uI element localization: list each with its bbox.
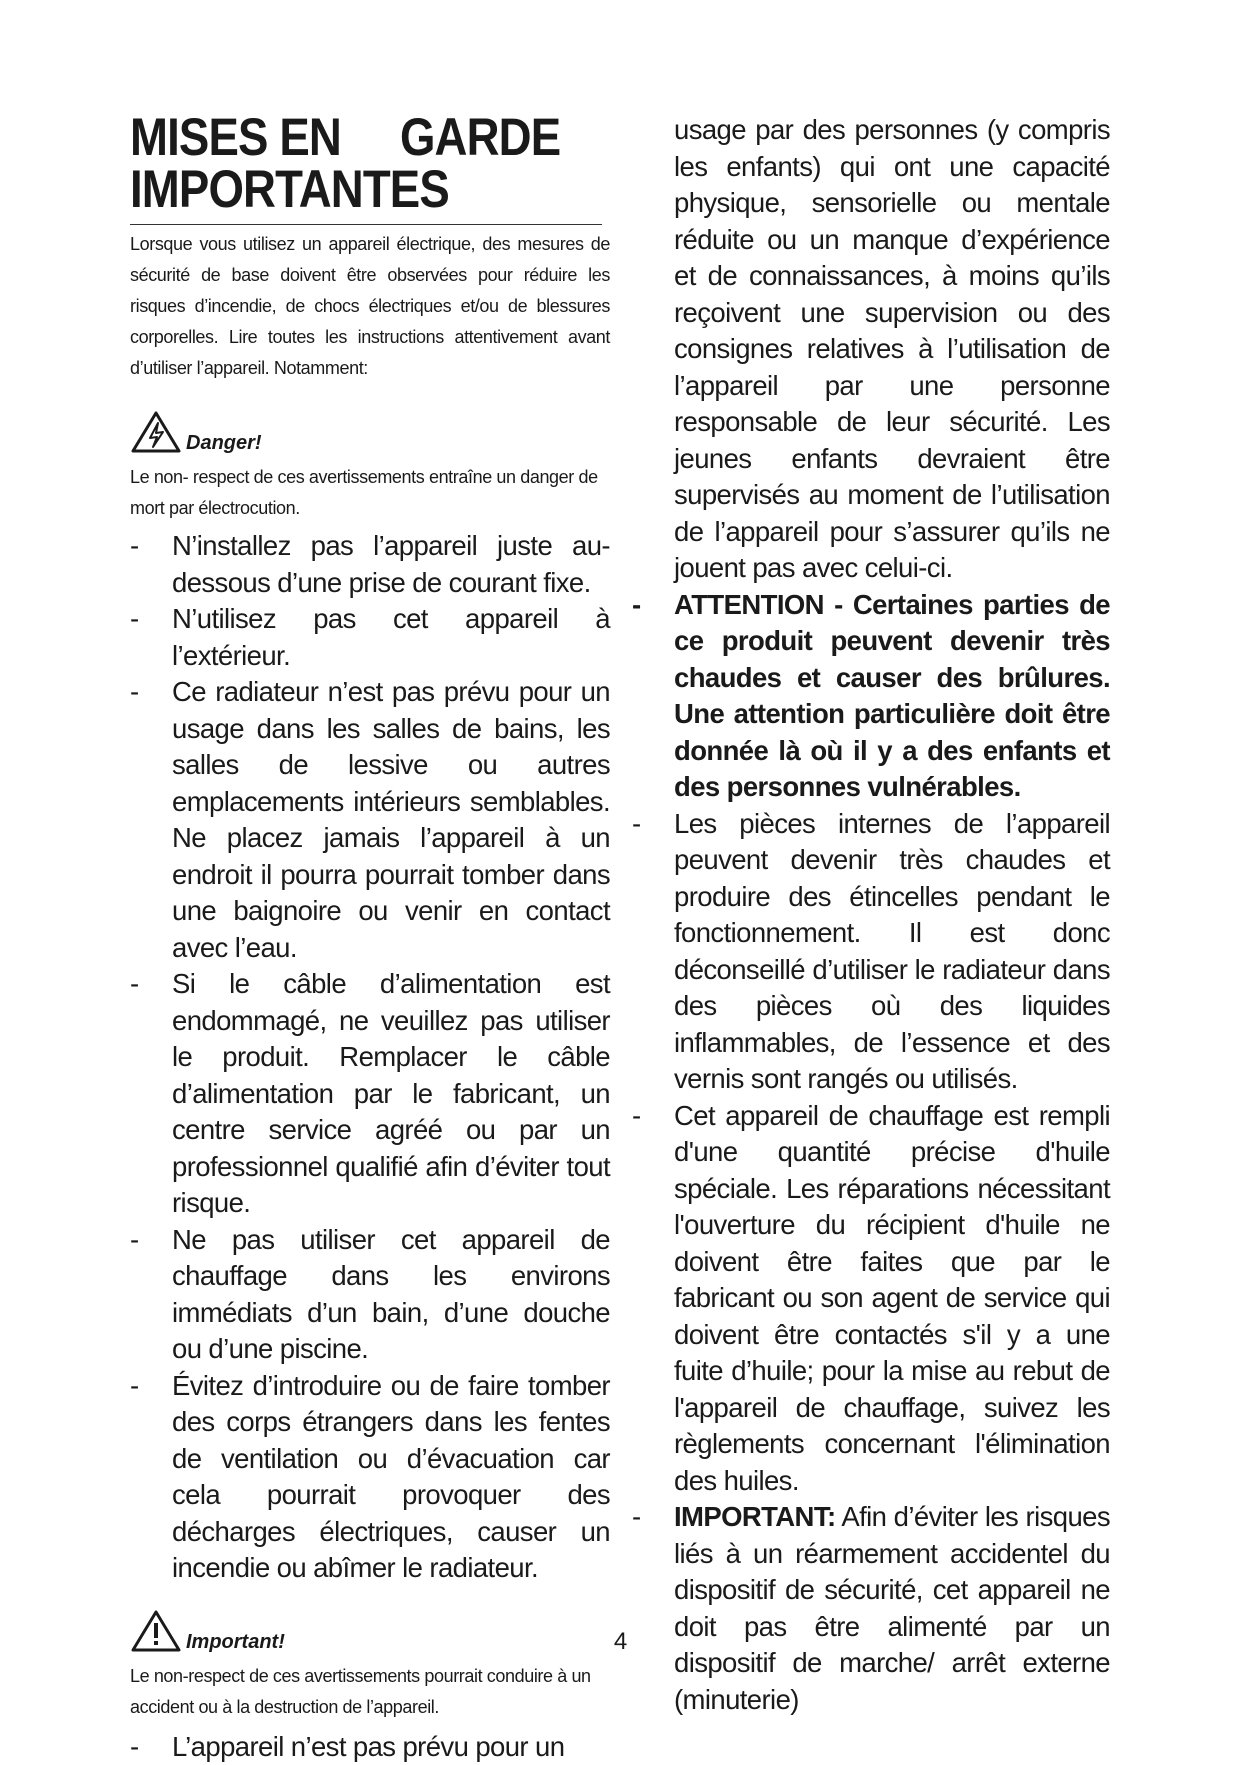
list-item	[632, 1098, 1110, 1500]
list-item	[130, 601, 610, 674]
bullet-dash: -	[130, 528, 139, 565]
right-column	[632, 112, 1110, 1718]
electric-warning-icon	[130, 410, 182, 454]
left-bullet-list	[130, 528, 610, 1587]
bullet-text: Si le câble d’alimentation est endommagé, ne veuillez pas utiliser le produit. Remplacer le câble d’alimentation par le fabricant, un centre service agréé ou par un professionnel qualifié afin d’éviter tout risque.	[172, 968, 610, 1218]
title-line-1: MISES EN GARDE	[130, 108, 560, 167]
bullet-text: Les pièces internes de l’appareil peuvent devenir très chaudes et produire des étincelles pendant le fonctionnement. Il est donc déconseillé d’utiliser le radiateur dans des pièces où des liquides inflammables, de l’essence et des vernis sont rangés ou utilisés.	[674, 808, 1110, 1095]
bullet-text: N’utilisez pas cet appareil à l’extérieur.	[172, 603, 610, 671]
bullet-dash: -	[130, 674, 139, 711]
bullet-text: N’installez pas l’appareil juste au-dessous d’une prise de courant fixe.	[172, 530, 610, 598]
continued-paragraph: usage par des personnes (y compris les enfants) qui ont une capacité physique, sensorielle ou mentale réduite ou un manque d’expérience et de connaissances, à moins qu’ils reçoivent une supervision ou des consignes relatives à l’utilisation de l’appareil par une personne responsable de leur sécurité. Les jeunes enfants devraient être supervisés au moment de l’utilisation de l’appareil pour s’assurer qu’ils ne jouent pas avec celui-ci.	[632, 112, 1110, 587]
bullet-dash: -	[632, 587, 641, 624]
bullet-text: Cet appareil de chauffage est rempli d'une quantité précise d'huile spéciale. Les réparations nécessitant l'ouverture du récipient d'huile ne doivent être faites que par le fabricant ou son agent de service qui doivent être contactés s'il y a une fuite d’huile; pour la mise au rebut de l'appareil de chauffage, suivez les règlements concernant l'élimination des huiles.	[674, 1100, 1110, 1496]
list-item	[130, 674, 610, 966]
bullet-dash: -	[130, 601, 139, 638]
bullet-text: Ce radiateur n’est pas prévu pour un usage dans les salles de bains, les salles de lessive ou autres emplacements intérieurs semblables. Ne placez jamais l’appareil à un endroit il pourra pourrait tomber dans une baignoire ou venir en contact avec l’eau.	[172, 676, 610, 963]
bullet-dash: -	[632, 1499, 641, 1536]
list-item	[632, 806, 1110, 1098]
intro-paragraph: Lorsque vous utilisez un appareil électrique, des mesures de sécurité de base doivent être observées pour réduire les risques d’incendie, de chocs électriques et/ou de blessures corporelles. Lire toutes les instructions attentivement avant d’utiliser l’appareil. Notamment:	[130, 229, 610, 384]
bullet-dash: -	[130, 1222, 139, 1259]
list-item	[130, 1368, 610, 1587]
bullet-dash: -	[130, 1729, 139, 1765]
danger-label: Danger!	[186, 432, 262, 454]
list-item	[130, 1729, 610, 1765]
bullet-dash: -	[632, 806, 641, 843]
attention-item	[632, 587, 1110, 806]
list-item	[130, 1222, 610, 1368]
bullet-dash: -	[130, 1368, 139, 1405]
bullet-text: L’appareil n’est pas prévu pour un	[172, 1731, 564, 1762]
page-title	[130, 112, 543, 216]
danger-note: Le non- respect de ces avertissements entraîne un danger de mort par électrocution.	[130, 462, 610, 524]
important-note: Le non-respect de ces avertissements pourrait conduire à un accident ou à la destruction de l’appareil.	[130, 1661, 610, 1723]
important-label: Important!	[186, 1631, 285, 1653]
important-lead: IMPORTANT:	[674, 1501, 836, 1532]
page-number: 4	[0, 1628, 1241, 1656]
bullet-text: Ne pas utiliser cet appareil de chauffage dans les environs immédiats d’un bain, d’une douche ou d’une piscine.	[172, 1224, 610, 1365]
title-line-2: IMPORTANTES	[130, 160, 449, 219]
list-item	[632, 1499, 1110, 1718]
attention-text: ATTENTION - Certaines parties de ce produit peuvent devenir très chaudes et causer des brûlures. Une attention particulière doit être donnée là où il y a des enfants et des personnes vulnérables.	[674, 589, 1110, 803]
bullet-dash: -	[632, 1098, 641, 1135]
list-item	[130, 966, 610, 1222]
list-item	[130, 528, 610, 601]
title-divider	[130, 224, 602, 225]
bullet-dash: -	[130, 966, 139, 1003]
important-text: Afin d’éviter les risques liés à un réarmement accidentel du dispositif de sécurité, cet appareil ne doit pas être alimenté par un dispositif de marche/ arrêt externe (minuterie)	[674, 1501, 1110, 1715]
danger-heading	[130, 406, 610, 454]
left-column	[130, 112, 610, 1765]
bullet-text: Évitez d’introduire ou de faire tomber des corps étrangers dans les fentes de ventilation ou d’évacuation car cela pourrait provoquer des décharges électriques, causer un incendie ou abîmer le radiateur.	[172, 1370, 610, 1584]
